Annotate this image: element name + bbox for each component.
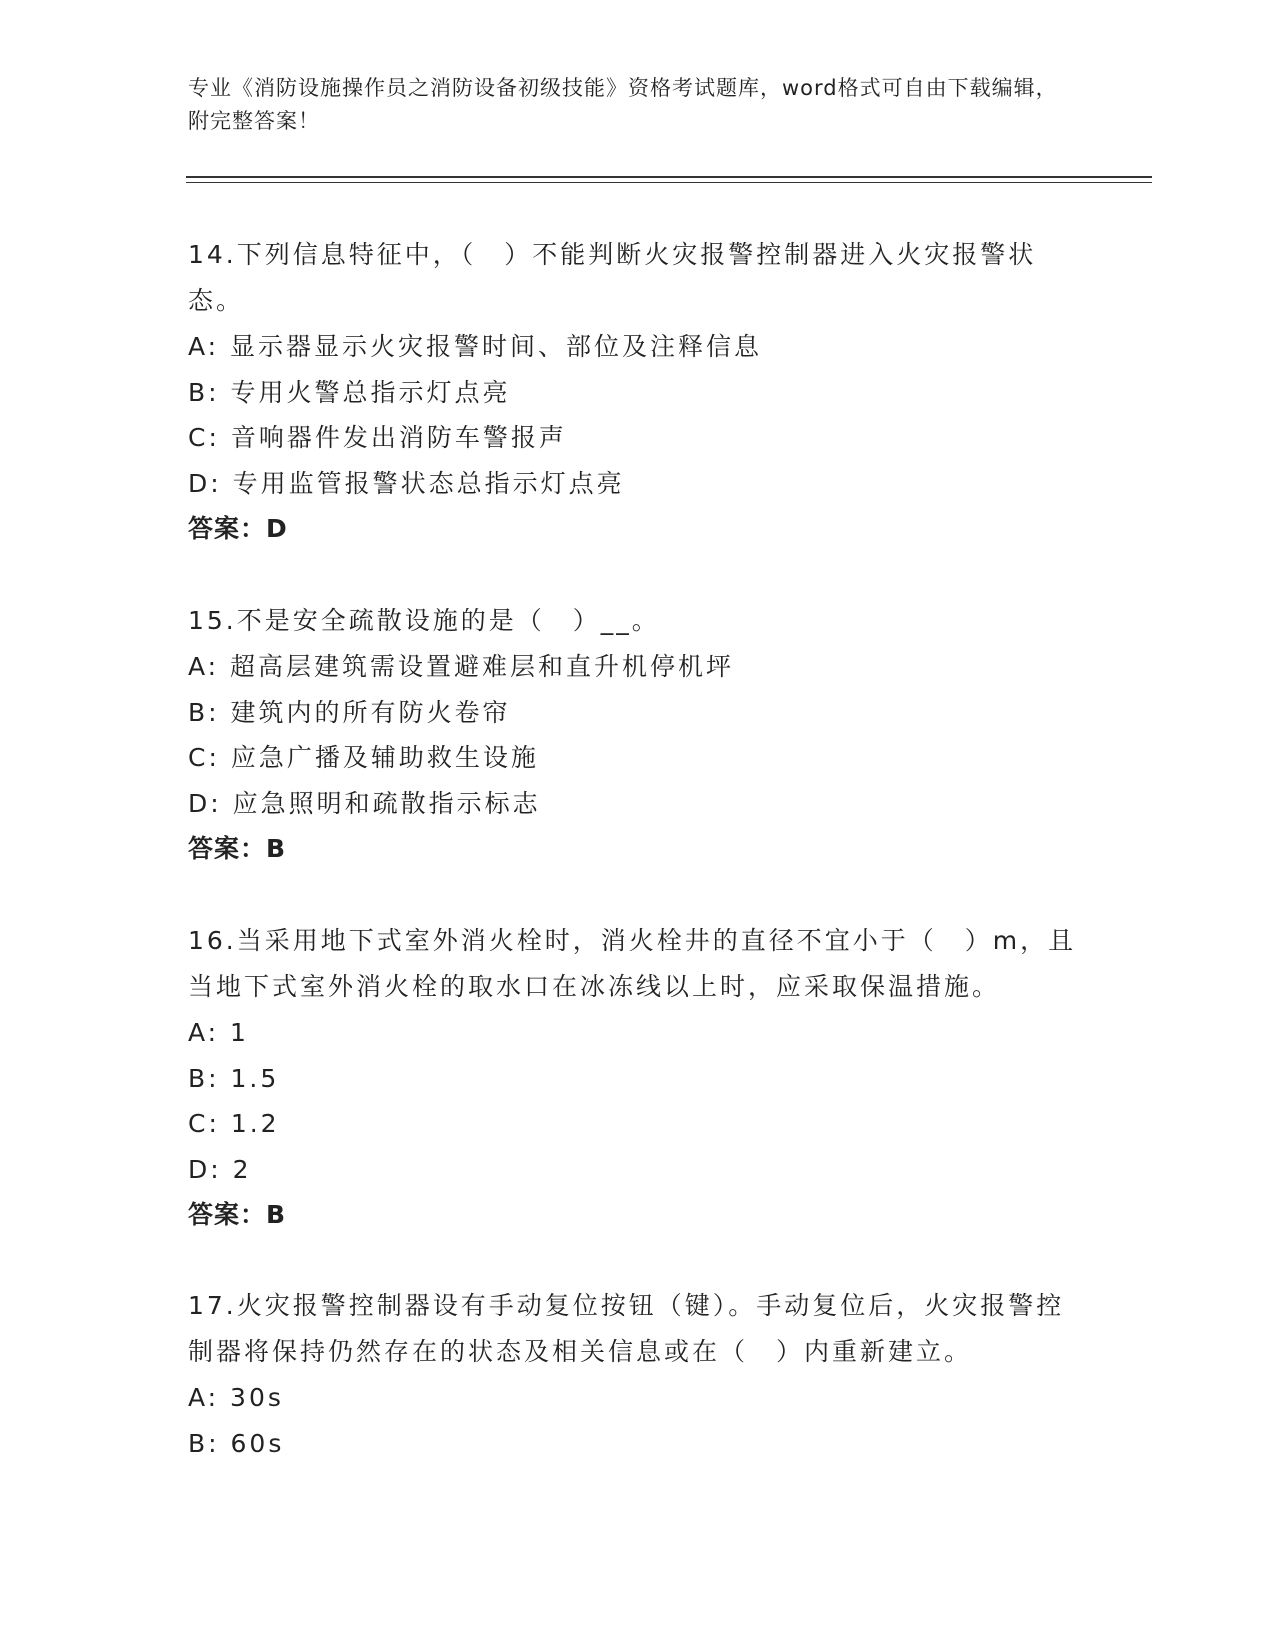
question-17: [188, 1283, 1088, 1466]
option-a: A: 30s: [188, 1383, 284, 1412]
question-16: [188, 918, 1088, 1238]
answer: 答案：D: [188, 514, 288, 543]
option-b: B: 1.5: [188, 1063, 280, 1093]
question-14: [188, 232, 1088, 552]
option-c: C: 应急广播及辅助救生设施: [188, 743, 539, 772]
document-intro: 专业《消防设施操作员之消防设备初级技能》资格考试题库，word格式可自由下载编辑，附完整答案！: [188, 76, 1058, 133]
header-divider-thin: [186, 182, 1152, 183]
option-b: B: 60s: [188, 1428, 285, 1458]
question-stem: 17.火灾报警控制器设有手动复位按钮（键）。手动复位后，火灾报警控制器将保持仍然存在的状态及相关信息或在（ ）内重新建立。: [188, 1291, 1065, 1366]
option-b: B: 专用火警总指示灯点亮: [188, 377, 511, 407]
question-stem: 14.下列信息特征中，（ ）不能判断火灾报警控制器进入火灾报警状态。: [188, 240, 1037, 315]
option-c: C: 音响器件发出消防车警报声: [188, 423, 567, 452]
option-c: C: 1.2: [188, 1109, 280, 1138]
option-d: D: 2: [188, 1154, 252, 1184]
answer: 答案：B: [188, 1200, 287, 1229]
header-divider: [186, 176, 1152, 178]
question-stem: 16.当采用地下式室外消火栓时，消火栓井的直径不宜小于（ ）m，且当地下式室外消火栓的取水口在冰冻线以上时，应采取保温措施。: [188, 926, 1077, 1001]
option-a: A: 显示器显示火灾报警时间、部位及注释信息: [188, 332, 763, 361]
question-stem: 15.不是安全疏散设施的是（ ）__。: [188, 606, 660, 635]
answer: 答案：B: [188, 834, 287, 863]
option-a: A: 1: [188, 1018, 249, 1047]
option-a: A: 超高层建筑需设置避难层和直升机停机坪: [188, 652, 735, 681]
option-d: D: 应急照明和疏散指示标志: [188, 788, 541, 818]
option-d: D: 专用监管报警状态总指示灯点亮: [188, 468, 625, 498]
option-b: B: 建筑内的所有防火卷帘: [188, 697, 511, 727]
question-15: [188, 598, 1088, 872]
